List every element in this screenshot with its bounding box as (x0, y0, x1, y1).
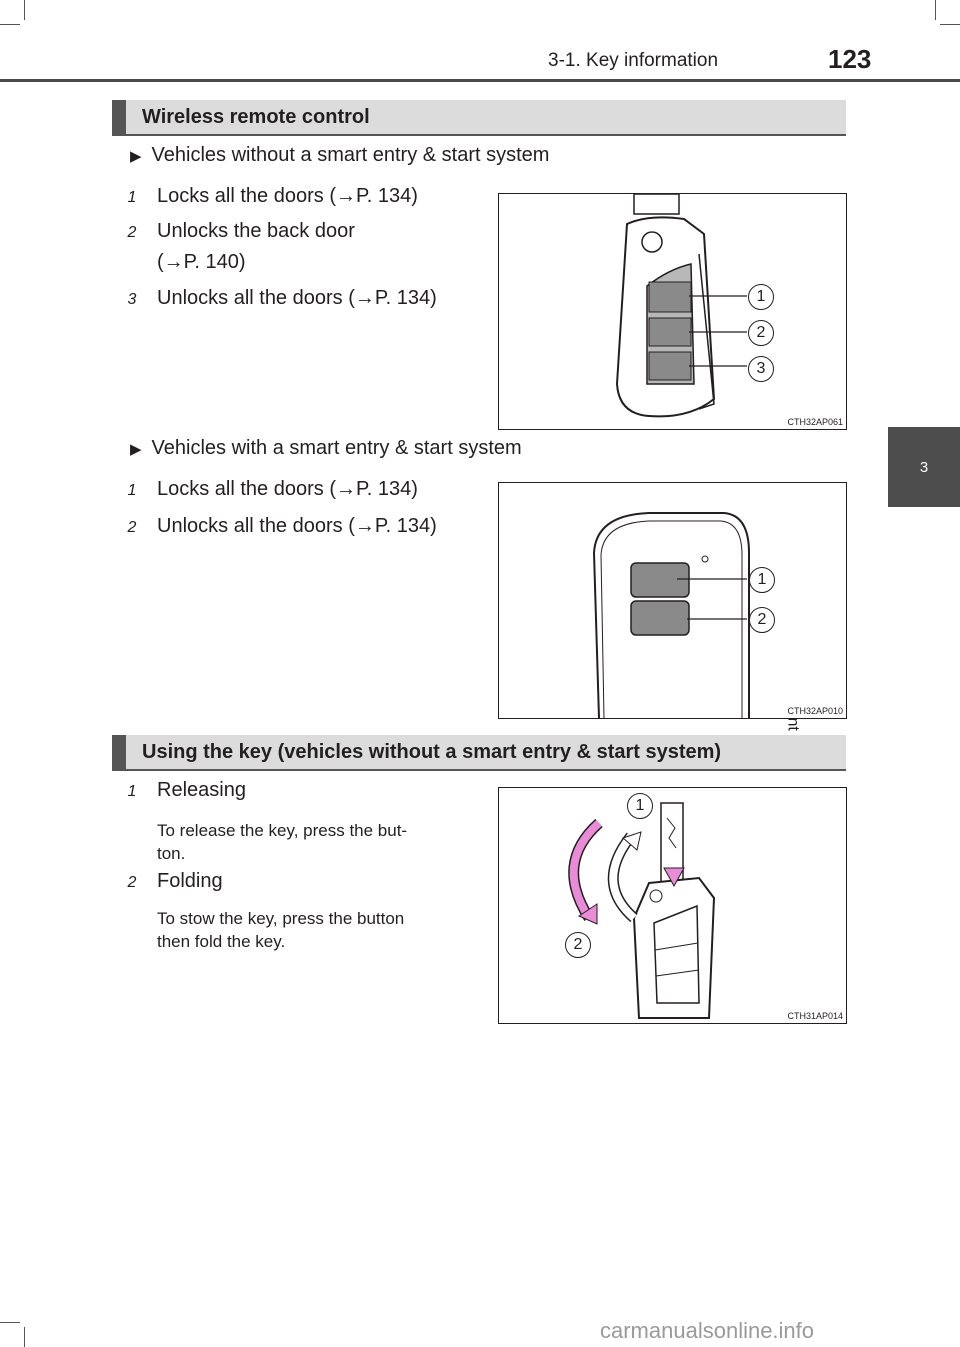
callout: 1 (749, 567, 775, 593)
flip-key-illustration (499, 194, 846, 429)
section-header: 3-1. Key information (548, 50, 719, 71)
chapter-tab (888, 427, 960, 507)
subheading-text: Vehicles with a smart entry & start system (151, 437, 522, 459)
item-text: Unlocks the back door (157, 220, 355, 242)
section-title: Using the key (vehicles without a smart entry & start system) (142, 740, 722, 763)
item-number: 1 (123, 480, 141, 502)
section-accent (112, 100, 126, 134)
figure-key-fold (498, 787, 847, 1024)
item-text: Folding (157, 870, 223, 892)
callout: 1 (627, 793, 653, 819)
item-text: Releasing (157, 779, 246, 801)
callout: 3 (748, 356, 774, 382)
item-number: 1 (123, 187, 141, 209)
item-text: Unlocks all the doors (→P. 134) (157, 287, 437, 309)
subheading-with-smart (130, 437, 522, 460)
section-heading-remote (112, 100, 846, 136)
callout: 1 (748, 284, 774, 310)
callout: 2 (565, 932, 591, 958)
chapter-number: 3 (919, 458, 929, 476)
triangle-bullet-icon: ▶ (130, 147, 142, 165)
item-text: Unlocks all the doors (→P. 134) (157, 515, 437, 537)
item-description: To release the key, press the but- ton. (157, 821, 408, 863)
callout: 2 (748, 320, 774, 346)
crop-mark (0, 24, 20, 25)
figure-code: CTH32AP010 (787, 706, 843, 716)
item-number: 1 (123, 781, 141, 803)
crop-mark (24, 0, 25, 20)
figure-flip-key (498, 193, 847, 430)
item-text: Locks all the doors (→P. 134) (157, 185, 418, 207)
item-text: Locks all the doors (→P. 134) (157, 478, 418, 500)
key-fold-illustration (499, 788, 846, 1023)
triangle-bullet-icon: ▶ (130, 440, 142, 458)
item-number: 2 (123, 872, 141, 894)
page-number: 123 (828, 44, 872, 74)
callout: 2 (749, 607, 775, 633)
subheading-text: Vehicles without a smart entry & start system (151, 144, 550, 166)
section-accent (112, 735, 126, 769)
crop-mark (24, 1327, 25, 1347)
item-number: 3 (123, 289, 141, 311)
figure-code: CTH32AP061 (787, 417, 843, 427)
subheading-without-smart (130, 144, 549, 167)
crop-mark (940, 24, 960, 25)
section-title: Wireless remote control (142, 105, 370, 128)
smart-key-illustration (499, 483, 846, 718)
watermark: carmanualsonline.info (600, 1318, 815, 1343)
item-number: 2 (123, 517, 141, 539)
section-heading-using-key (112, 735, 846, 771)
figure-code: CTH31AP014 (787, 1011, 843, 1021)
chapter-label (878, 520, 918, 780)
crop-mark (935, 0, 936, 20)
item-number: 2 (123, 222, 141, 244)
header-rule (0, 79, 960, 82)
item-text-cont: (→P. 140) (157, 251, 246, 273)
figure-smart-key (498, 482, 847, 719)
item-description: To stow the key, press the button then fold the key. (157, 909, 405, 951)
crop-mark (0, 1322, 20, 1323)
